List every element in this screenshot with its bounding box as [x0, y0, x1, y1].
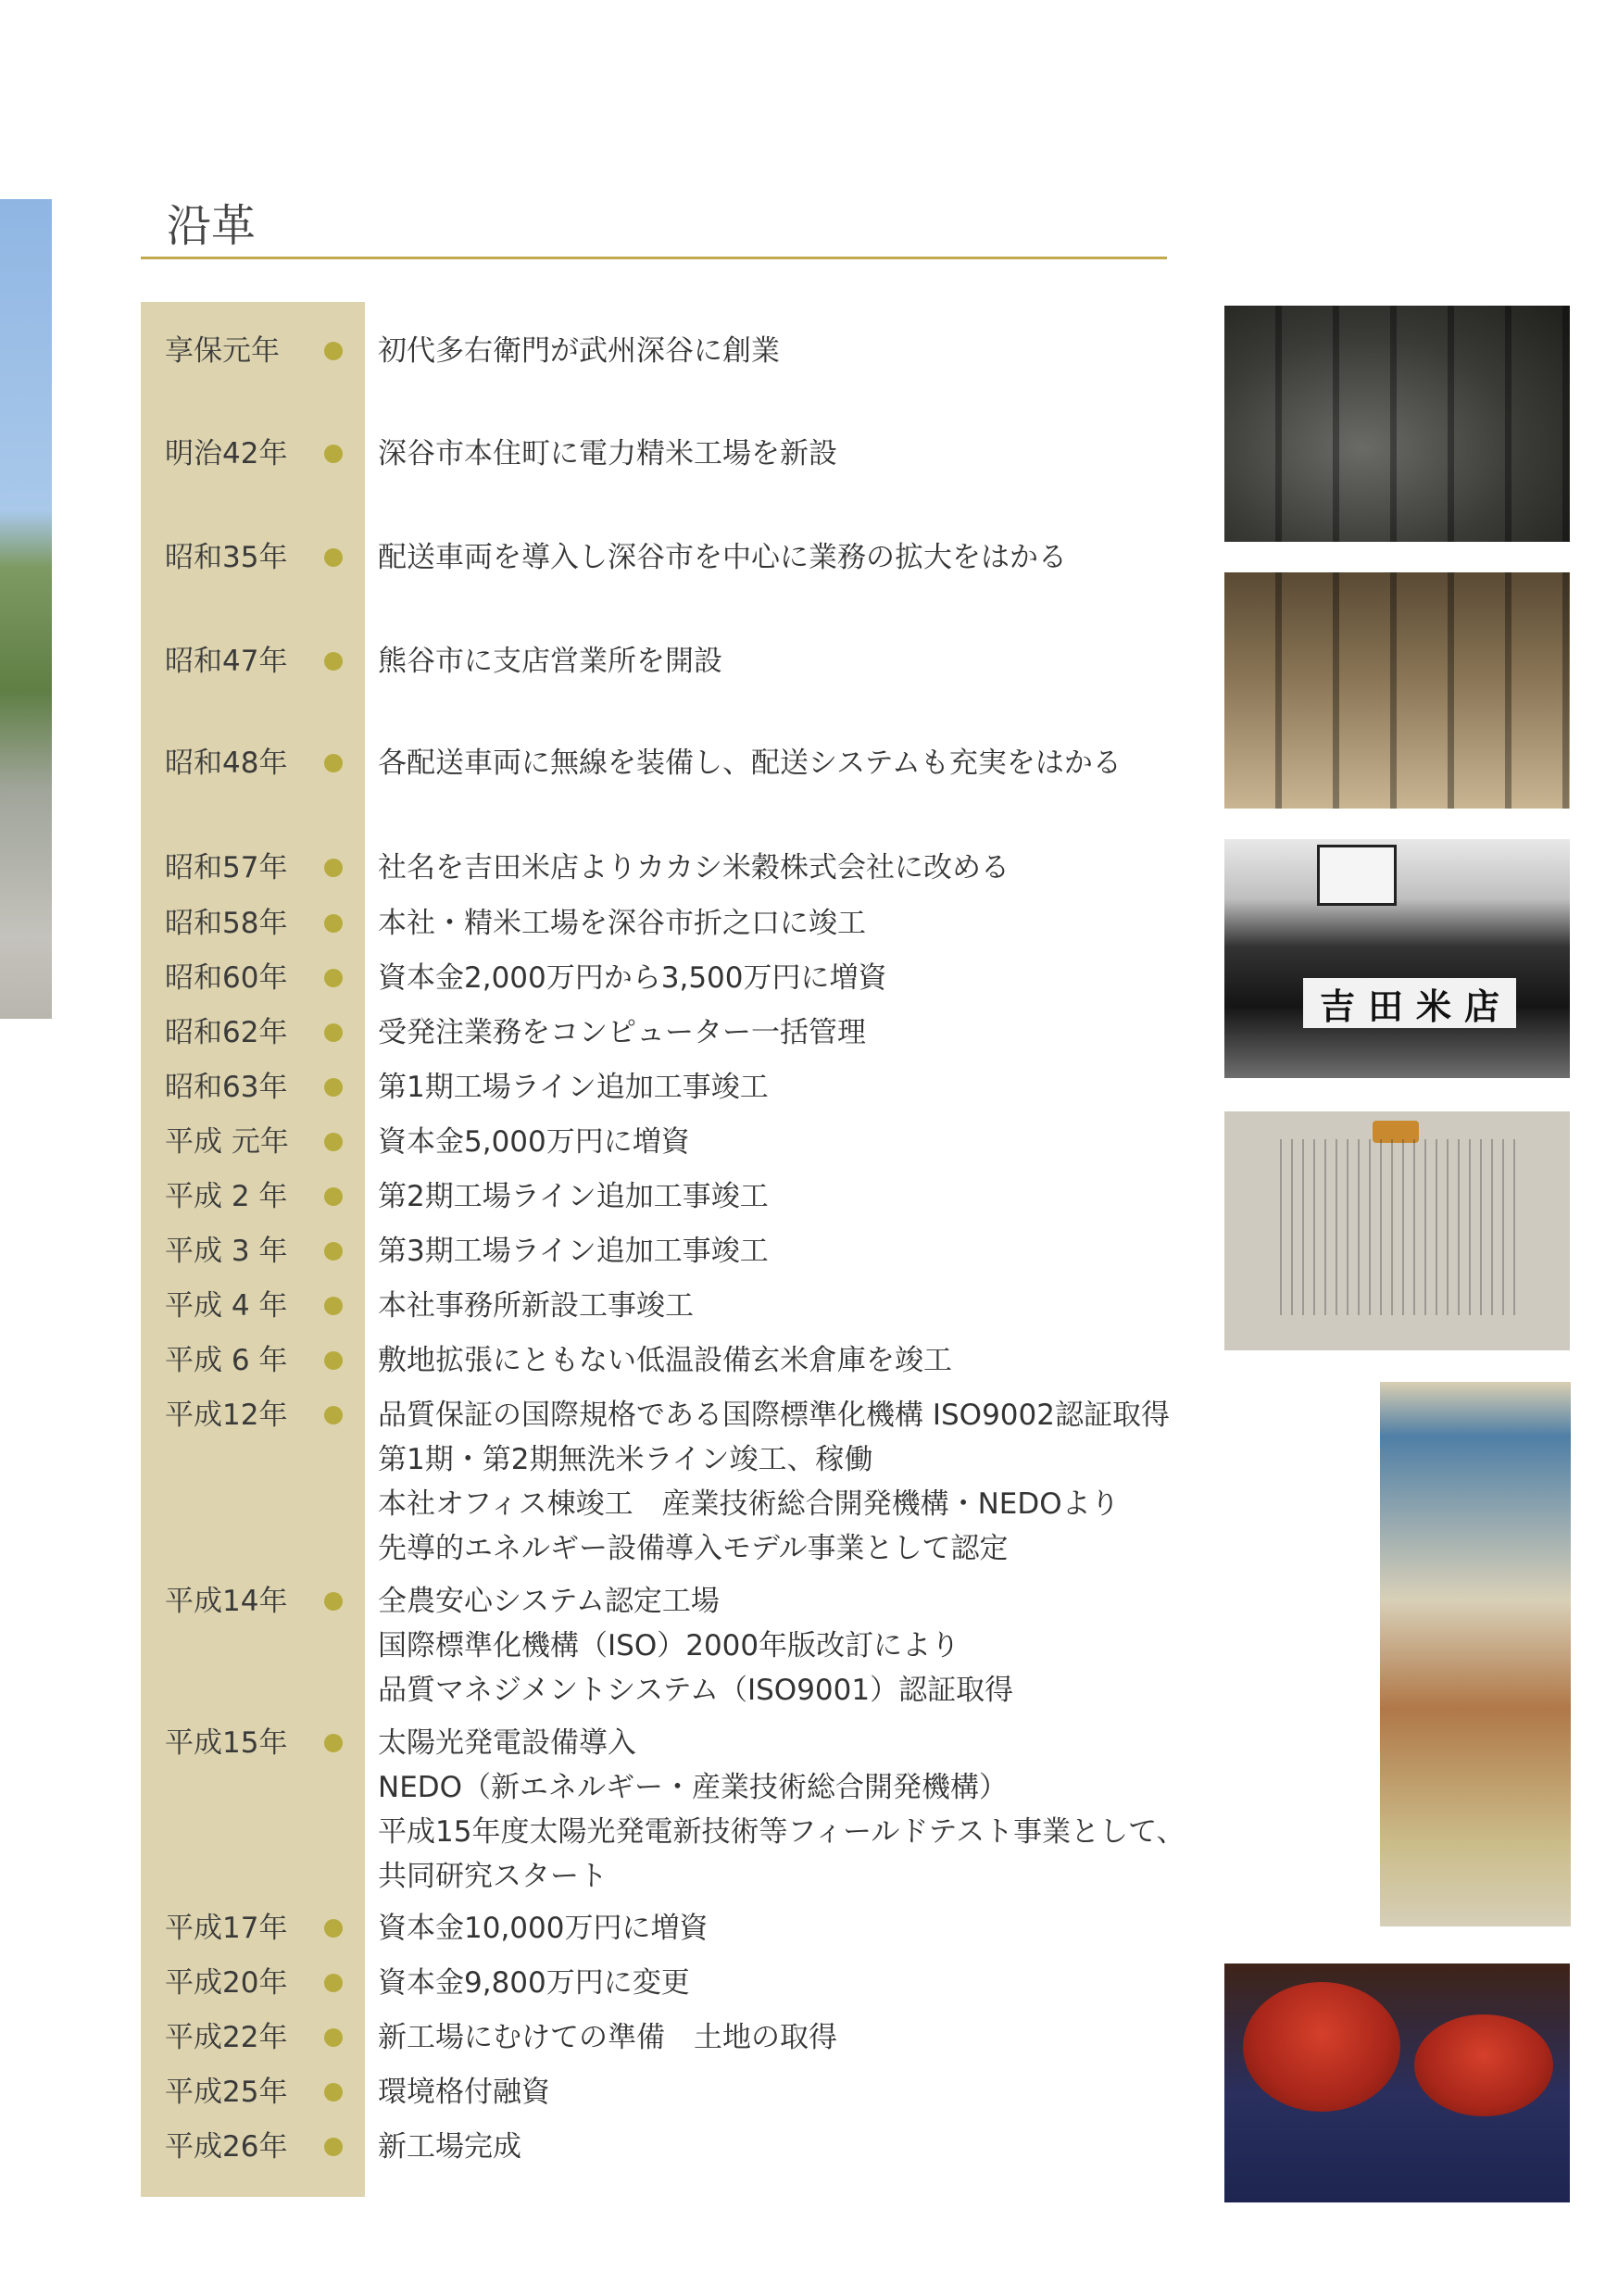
bullet-dot-icon [324, 1297, 343, 1315]
bullet-dot-icon [324, 1592, 343, 1611]
bullet-dot-icon [324, 1351, 343, 1370]
timeline-event-text: 深谷市本住町に電力精米工場を新設 [378, 437, 837, 470]
timeline-events [378, 1721, 1248, 1899]
bullet-dot-icon [324, 342, 343, 360]
timeline-year: 平成 6 年 [165, 1344, 288, 1377]
shop-sign-char: 田 [1367, 985, 1403, 1027]
photo-workshop-interior [1224, 572, 1570, 809]
bullet-dot-icon [324, 859, 343, 877]
timeline-event-text: 各配送車両に無線を装備し、配送システムも充実をはかる [378, 747, 1122, 780]
timeline-year: 平成15年 [165, 1726, 288, 1760]
timeline-year: 平成12年 [165, 1399, 288, 1432]
timeline-year: 明治42年 [165, 437, 288, 470]
bullet-dot-icon [324, 445, 343, 463]
timeline-year: 平成 2 年 [165, 1180, 288, 1213]
timeline-year: 昭和60年 [165, 961, 288, 995]
title-rule [141, 257, 1167, 259]
bullet-dot-icon [324, 1023, 343, 1042]
bullet-dot-icon [324, 969, 343, 987]
timeline-events [378, 1906, 1248, 1951]
timeline-year: 平成 元年 [165, 1125, 289, 1159]
timeline-year: 昭和57年 [165, 851, 288, 885]
bullet-dot-icon [324, 1133, 343, 1151]
bullet-dot-icon [324, 2028, 343, 2047]
timeline-events [378, 1065, 1248, 1110]
timeline-year: 平成25年 [165, 2076, 288, 2109]
bullet-dot-icon [324, 1242, 343, 1261]
lacquer-bowl [1414, 2014, 1553, 2116]
bullet-dot-icon [324, 1974, 343, 1992]
timeline-event-text: 第2期工場ライン追加工事竣工 [378, 1180, 769, 1213]
timeline-event-text: 資本金2,000万円から3,500万円に増資 [378, 961, 887, 995]
timeline-events [378, 1120, 1248, 1164]
photo-early-mill [1224, 306, 1570, 542]
timeline-events [378, 1338, 1248, 1383]
timeline-year: 平成14年 [165, 1585, 288, 1618]
timeline-event-text: 配送車両を導入し深谷市を中心に業務の拡大をはかる [378, 541, 1067, 574]
timeline-event-text: 新工場完成 [378, 2130, 521, 2164]
bullet-dot-icon [324, 1078, 343, 1097]
timeline-event-text: 第3期工場ライン追加工事竣工 [378, 1235, 769, 1268]
timeline-year: 平成 4 年 [165, 1289, 288, 1323]
timeline-events [378, 639, 1248, 684]
timeline-event-text: 本社・精米工場を深谷市折之口に竣工 [378, 907, 866, 940]
timeline-events [378, 1010, 1248, 1055]
timeline-events [378, 1174, 1248, 1219]
bullet-dot-icon [324, 2083, 343, 2102]
photo-shopfront [1224, 839, 1570, 1078]
timeline-event-text: 敷地拡張にともない低温設備玄米倉庫を竣工 [378, 1344, 952, 1377]
shop-sign-char: 米 [1416, 985, 1452, 1027]
timeline-event-text: 資本金5,000万円に増資 [378, 1125, 690, 1159]
timeline-year: 平成 3 年 [165, 1235, 288, 1268]
timeline-year: 平成26年 [165, 2130, 288, 2164]
timeline-event-text: 本社事務所新設工事竣工 [378, 1289, 694, 1323]
timeline-year: 平成20年 [165, 1966, 288, 2000]
bullet-dot-icon [324, 914, 343, 933]
timeline-year: 昭和62年 [165, 1016, 288, 1049]
certificate-script [1271, 1139, 1521, 1315]
timeline-event-text: 新工場にむけての準備 土地の取得 [378, 2021, 837, 2054]
timeline-events [378, 901, 1248, 946]
page-title: 沿革 [167, 200, 257, 252]
timeline-event-text: 先導的エネルギー設備導入モデル事業として認定 [378, 1532, 1009, 1565]
timeline-event-text: 社名を吉田米店よりカカシ米穀株式会社に改める [378, 851, 1010, 885]
photo-pillars [1224, 306, 1570, 542]
timeline-event-text: 熊谷市に支店営業所を開設 [378, 645, 722, 678]
timeline-year: 昭和47年 [165, 645, 288, 678]
timeline-year: 昭和35年 [165, 541, 288, 574]
photo-pillars [1224, 572, 1570, 809]
timeline-events [378, 329, 1248, 373]
timeline-year: 昭和58年 [165, 907, 288, 940]
timeline-events [378, 1579, 1248, 1713]
timeline-event-text: 本社オフィス棟竣工 産業技術総合開発機構・NEDOより [378, 1487, 1120, 1521]
timeline-year: 昭和48年 [165, 747, 288, 780]
bullet-dot-icon [324, 1187, 343, 1206]
timeline-event-text: 環境格付融資 [378, 2076, 550, 2109]
bullet-dot-icon [324, 754, 343, 772]
bullet-dot-icon [324, 1734, 343, 1752]
photo-vintage-poster [1380, 1382, 1571, 1926]
shop-sign [1303, 978, 1516, 1028]
timeline-year: 昭和63年 [165, 1071, 288, 1104]
timeline-event-text: 受発注業務をコンピューター一括管理 [378, 1016, 866, 1049]
timeline-event-text: 初代多右衛門が武州深谷に創業 [378, 334, 780, 368]
bullet-dot-icon [324, 1406, 343, 1424]
bullet-dot-icon [324, 2138, 343, 2156]
timeline-events [378, 2070, 1248, 2114]
timeline-event-text: 資本金10,000万円に増資 [378, 1912, 709, 1945]
photo-lacquer-bowls [1224, 1964, 1570, 2202]
shop-sign-char: 店 [1464, 985, 1500, 1027]
timeline-event-text: NEDO（新エネルギー・産業技術総合開発機構） [378, 1771, 1009, 1804]
timeline-events [378, 1393, 1248, 1571]
bullet-dot-icon [324, 548, 343, 567]
timeline-events [378, 741, 1248, 785]
timeline-event-text: 全農安心システム認定工場 [378, 1585, 720, 1618]
roof-logo [1317, 845, 1397, 906]
timeline-events [378, 1284, 1248, 1328]
timeline-year: 平成22年 [165, 2021, 288, 2054]
timeline-events [378, 956, 1248, 1000]
timeline-year: 享保元年 [165, 334, 280, 368]
timeline-events [378, 535, 1248, 580]
photo-certificate [1224, 1111, 1570, 1350]
left-edge-photo [0, 199, 52, 1019]
timeline-event-text: 太陽光発電設備導入 [378, 1726, 636, 1760]
timeline-events [378, 432, 1248, 476]
bullet-dot-icon [324, 1919, 343, 1938]
timeline-event-text: 品質マネジメントシステム（ISO9001）認証取得 [378, 1674, 1014, 1707]
timeline-events [378, 846, 1248, 890]
timeline-event-text: 国際標準化機構（ISO）2000年版改訂により [378, 1629, 960, 1662]
timeline-events [378, 2125, 1248, 2169]
shop-sign-char: 吉 [1319, 985, 1355, 1027]
timeline-event-text: 品質保証の国際規格である国際標準化機構 ISO9002認証取得 [378, 1399, 1170, 1432]
timeline-event-text: 資本金9,800万円に変更 [378, 1966, 690, 2000]
bullet-dot-icon [324, 652, 343, 671]
timeline-event-text: 共同研究スタート [378, 1860, 608, 1893]
timeline-event-text: 平成15年度太陽光発電新技術等フィールドテスト事業として、 [378, 1815, 1185, 1849]
timeline-event-text: 第1期工場ライン追加工事竣工 [378, 1071, 769, 1104]
timeline-events [378, 1961, 1248, 2005]
lacquer-bowl [1243, 1982, 1400, 2112]
timeline-events [378, 1229, 1248, 1273]
timeline-event-text: 第1期・第2期無洗米ライン竣工、稼働 [378, 1443, 873, 1476]
timeline-year: 平成17年 [165, 1912, 288, 1945]
timeline-events [378, 2015, 1248, 2060]
